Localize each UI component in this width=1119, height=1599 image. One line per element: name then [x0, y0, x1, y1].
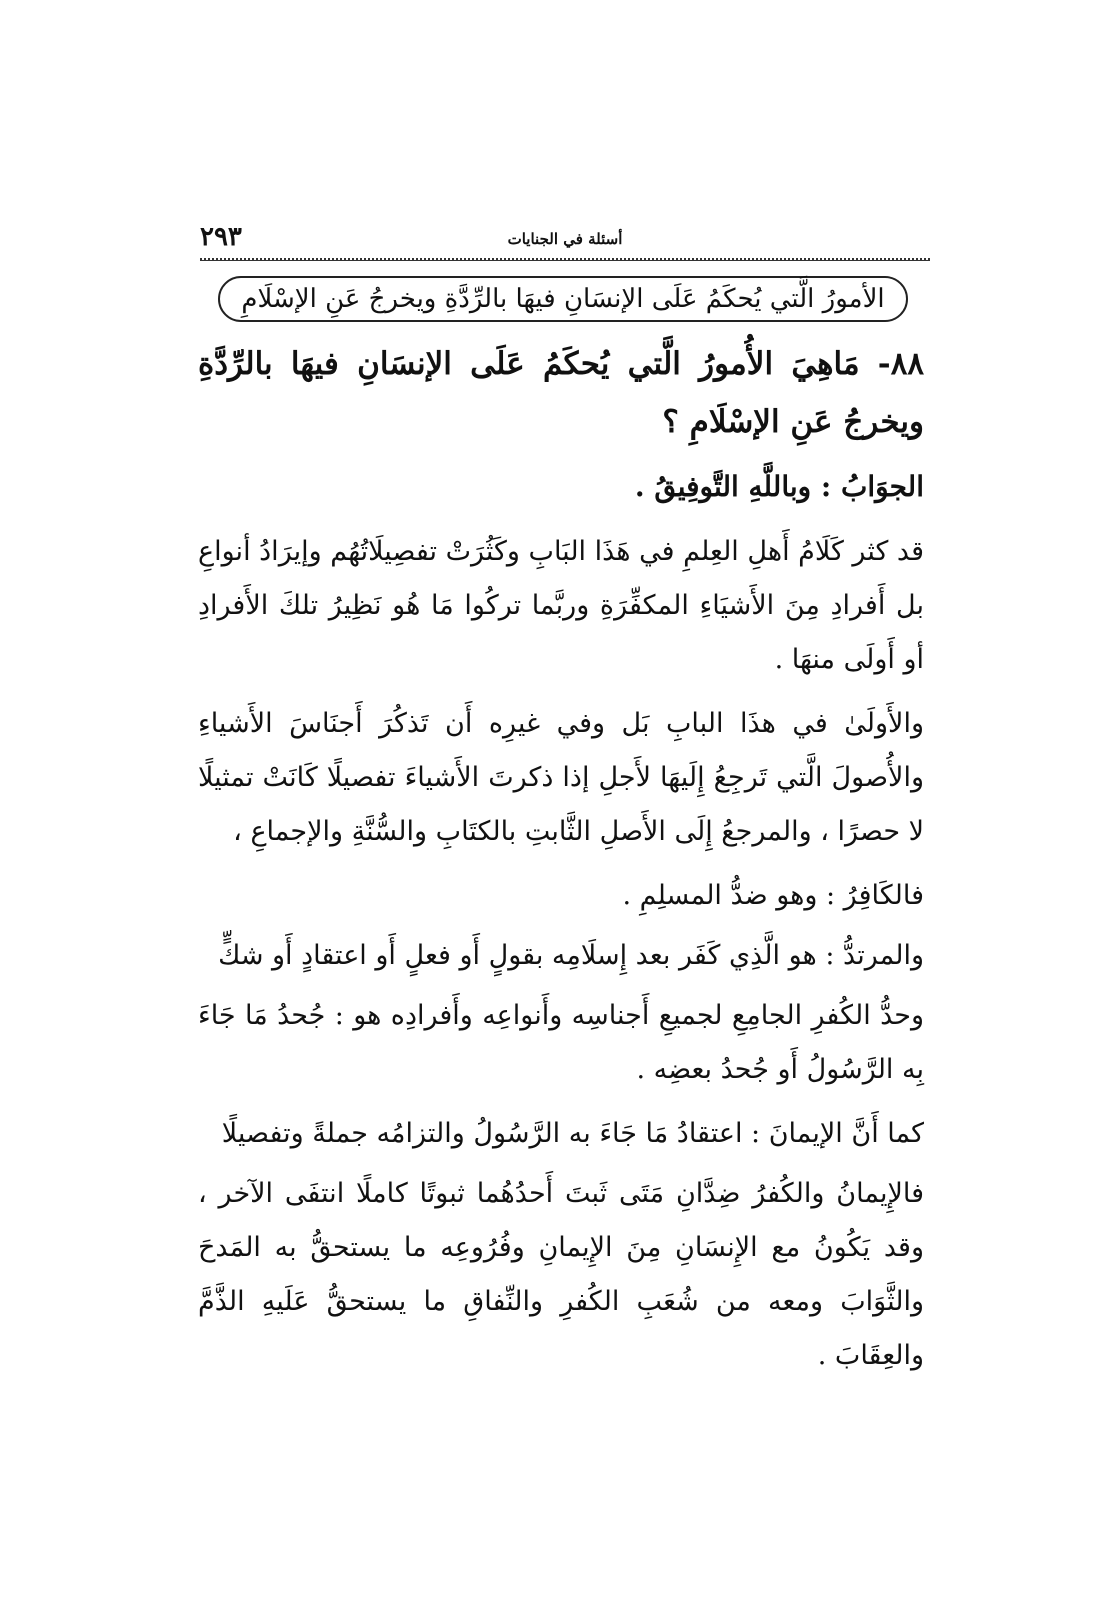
paragraph: وحدُّ الكُفرِ الجامِعِ لجميعِ أَجناسِه وأَنواعِه وأَفرادِه هو : جُحدُ مَا جَاءَ بِه الرَّسُولُ أَو جُحدُ بعضِه .	[198, 1000, 924, 1085]
running-header	[200, 222, 930, 256]
chapter-title: الأمورُ الَّتي يُحكَمُ عَلَى الإنسَانِ فيهَا بالرِّدَّةِ ويخرجُ عَنِ الإسْلَامِ	[241, 284, 885, 314]
book-title: أسئلة في الجنايات	[507, 230, 623, 248]
header-divider	[200, 258, 930, 261]
paragraph: والأَولَىٰ في هذَا البابِ بَل وفي غيرِه أَن تَذكُرَ أَجنَاسَ الأَشياءِ والأُصولَ الَّتي تَرجِعُ إِلَيهَا لأَجلِ إذا ذكرتَ الأَشياءَ تفصيلًا كَانَتْ تمثيلًا لا حصرًا ، والمرجعُ إِلَى الأَصلِ الثَّابتِ بالكتَابِ والسُّنَّةِ والإجماعِ ،	[198, 708, 924, 847]
chapter-title-frame	[218, 276, 908, 322]
page-number: ٢٩٣	[200, 222, 242, 252]
paragraph: فالكَافِرُ : وهو ضدُّ المسلِمِ .	[622, 880, 924, 911]
page-body	[198, 335, 924, 1393]
paragraph: فالإِيمانُ والكُفرُ ضِدَّانِ مَتَى ثَبتَ أَحدُهُما ثبوتًا كاملًا انتفَى الآخر ، وقد يَكُونُ مع الإِنسَانِ مِنَ الإِيمانِ وفُرُوعِه ما يستحقُّ به المَدحَ والثَّوَابَ ومعه من شُعَبِ الكُفرِ والنِّفاقِ ما يستحقُّ عَلَيهِ الذَّمَّ والعِقَابَ .	[198, 1178, 924, 1371]
paragraph: والمرتدُّ : هو الَّذِي كَفَر بعد إِسلَامِه بقولٍ أَو فعلٍ أَو اعتقادٍ أَو شكٍّ	[218, 940, 924, 971]
paragraph: كما أَنَّ الإيمانَ : اعتقادُ مَا جَاءَ به الرَّسُولُ والتزامُه جملةً وتفصيلًا	[221, 1118, 924, 1149]
answer-heading: الجوَابُ : وباللَّهِ التَّوفِيقُ .	[634, 470, 924, 503]
question-text: ٨٨- مَاهِيَ الأُمورُ الَّتي يُحكَمُ عَلَى الإنسَانِ فيهَا بالرِّدَّةِ ويخرجُ عَنِ الإسْلَامِ ؟	[198, 346, 924, 440]
paragraph: قد كثر كَلَامُ أَهلِ العِلمِ في هَذَا البَابِ وكَثُرَتْ تفصِيلَاتُهُم وإيرَادُ أنواعِ بل أَفرادِ مِنَ الأَشيَاءِ المكفِّرَةِ وربَّما تركُوا مَا هُو نَظِيرُ تلكَ الأَفرادِ أو أَولَى منهَا .	[198, 536, 924, 675]
